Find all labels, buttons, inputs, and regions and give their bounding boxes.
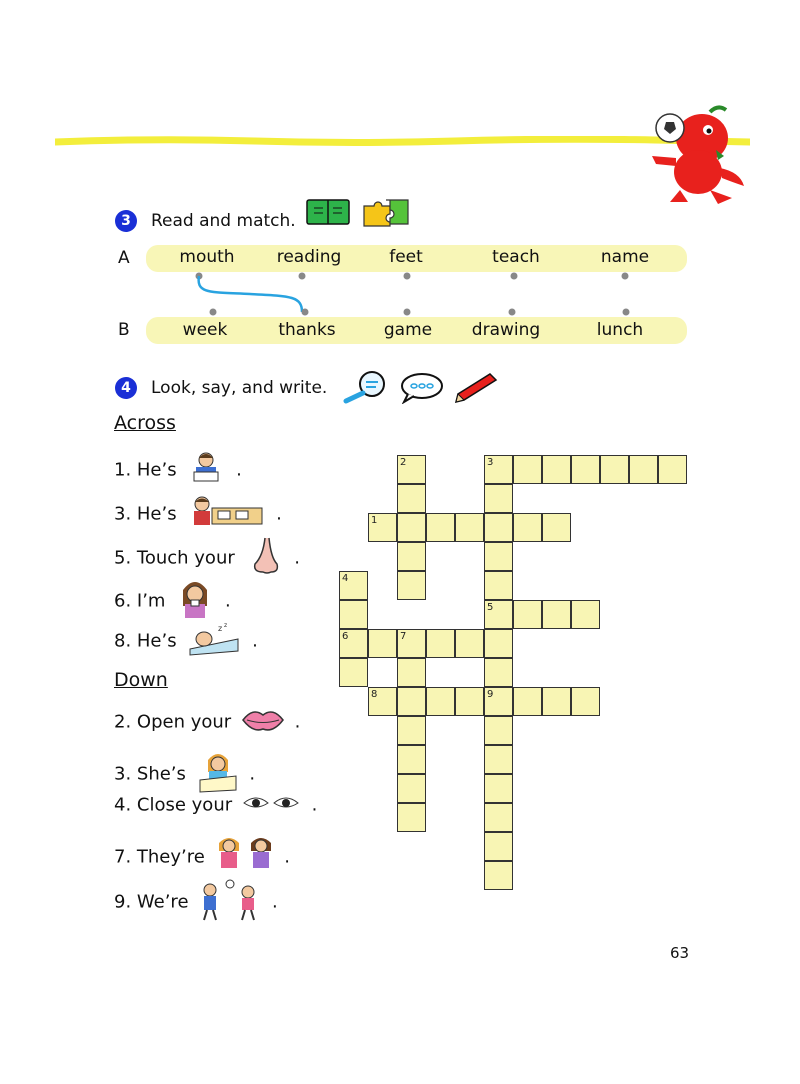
crossword-cell[interactable] bbox=[571, 687, 600, 716]
crossword-cell[interactable] bbox=[397, 687, 426, 716]
crossword-cell-number: 1 bbox=[371, 515, 378, 526]
crossword-cell[interactable] bbox=[426, 513, 455, 542]
eyes-icon bbox=[242, 793, 302, 818]
crossword-cell[interactable] bbox=[513, 455, 542, 484]
down-clue-7 bbox=[114, 835, 290, 880]
svg-text:z: z bbox=[218, 624, 223, 633]
children-playing-ball-icon bbox=[198, 878, 262, 927]
crossword-cell[interactable] bbox=[484, 716, 513, 745]
word-a-reading[interactable]: reading bbox=[276, 247, 342, 267]
crossword-cell[interactable] bbox=[455, 687, 484, 716]
crossword-cell-number: 6 bbox=[342, 631, 349, 642]
section-4-badge: 4 bbox=[115, 377, 137, 399]
crossword-cell-number: 7 bbox=[400, 631, 407, 642]
crossword-cell[interactable] bbox=[368, 687, 397, 716]
clue-text: 9. We’re bbox=[114, 891, 189, 913]
crossword-cell[interactable] bbox=[484, 774, 513, 803]
clue-end: . bbox=[294, 711, 301, 733]
down-heading: Down bbox=[114, 669, 168, 691]
crossword-cell[interactable] bbox=[484, 745, 513, 774]
crossword-cell[interactable] bbox=[339, 600, 368, 629]
word-a-teach[interactable]: teach bbox=[492, 247, 540, 267]
crossword-cell[interactable] bbox=[484, 629, 513, 658]
mouth-lips-icon bbox=[241, 707, 285, 738]
row-b-label: B bbox=[118, 320, 130, 340]
word-a-name[interactable]: name bbox=[600, 247, 650, 267]
down-clue-9 bbox=[114, 878, 278, 927]
crossword-cell[interactable] bbox=[484, 832, 513, 861]
crossword-cell[interactable] bbox=[484, 658, 513, 687]
clue-end: . bbox=[294, 547, 300, 569]
crossword-cell-number: 2 bbox=[400, 457, 407, 468]
puzzle-pieces-icon bbox=[360, 196, 412, 228]
clue-text: 2. Open your bbox=[114, 711, 232, 733]
crossword-cell[interactable] bbox=[397, 803, 426, 832]
down-clue-3 bbox=[114, 750, 255, 799]
crossword-cell[interactable] bbox=[368, 513, 397, 542]
speech-bubble-icon bbox=[398, 372, 444, 404]
word-a-feet[interactable]: feet bbox=[389, 247, 423, 267]
crossword-cell[interactable] bbox=[484, 571, 513, 600]
crossword-cell[interactable] bbox=[571, 600, 600, 629]
crossword-cell-number: 8 bbox=[371, 689, 378, 700]
crossword-cell[interactable] bbox=[397, 629, 426, 658]
crossword-cell[interactable] bbox=[368, 629, 397, 658]
children-talking-icon bbox=[215, 835, 275, 880]
clue-text: 3. She’s bbox=[114, 763, 186, 785]
crossword-cell[interactable] bbox=[484, 513, 513, 542]
girl-eating-lunch-icon bbox=[175, 578, 215, 625]
crossword-cell[interactable] bbox=[339, 571, 368, 600]
section-3-title: Read and match. bbox=[151, 211, 296, 231]
boy-sleeping-icon bbox=[186, 621, 242, 662]
pencil-icon bbox=[452, 370, 498, 404]
crossword-cell[interactable] bbox=[397, 571, 426, 600]
crossword-cell[interactable] bbox=[397, 745, 426, 774]
crossword-cell[interactable] bbox=[513, 513, 542, 542]
across-clue-1 bbox=[114, 450, 242, 491]
crossword-cell-number: 9 bbox=[487, 689, 494, 700]
crossword-cell[interactable] bbox=[513, 600, 542, 629]
girl-drawing-icon bbox=[196, 750, 240, 799]
magnifying-glass-icon bbox=[342, 370, 390, 404]
match-dot-a4[interactable] bbox=[511, 273, 518, 280]
clue-end: . bbox=[311, 794, 318, 816]
crossword-cell[interactable] bbox=[484, 542, 513, 571]
crossword-cell-number: 4 bbox=[342, 573, 349, 584]
crossword-cell[interactable] bbox=[397, 484, 426, 513]
crossword-cell[interactable] bbox=[484, 484, 513, 513]
clue-end: . bbox=[271, 891, 278, 913]
crossword-cell[interactable] bbox=[397, 774, 426, 803]
word-a-mouth[interactable]: mouth bbox=[179, 247, 235, 267]
word-b-lunch[interactable]: lunch bbox=[596, 320, 644, 340]
crossword-cell-number: 3 bbox=[487, 457, 494, 468]
crossword-cell[interactable] bbox=[397, 455, 426, 484]
across-clue-6 bbox=[114, 578, 231, 625]
clue-text: 7. They’re bbox=[114, 846, 205, 868]
clue-end: . bbox=[236, 459, 242, 481]
crossword-cell[interactable] bbox=[397, 542, 426, 571]
clue-text: 5. Touch your bbox=[114, 547, 235, 569]
crossword-cell[interactable] bbox=[484, 803, 513, 832]
clue-text: 3. He’s bbox=[114, 503, 177, 525]
match-dot-b1[interactable] bbox=[210, 309, 217, 316]
down-clue-4 bbox=[114, 793, 317, 818]
crossword-cell[interactable] bbox=[484, 861, 513, 890]
clue-text: 1. He’s bbox=[114, 459, 177, 481]
clue-end: . bbox=[224, 590, 231, 612]
crossword-cell[interactable] bbox=[542, 600, 571, 629]
crossword-cell[interactable] bbox=[339, 658, 368, 687]
clue-text: 6. I’m bbox=[114, 590, 166, 612]
match-dot-b5[interactable] bbox=[623, 309, 630, 316]
crossword-cell[interactable] bbox=[600, 455, 629, 484]
across-clue-3 bbox=[114, 492, 282, 537]
red-dragon-mascot-icon bbox=[640, 98, 750, 208]
crossword-cell[interactable] bbox=[426, 629, 455, 658]
word-b-thanks[interactable]: thanks bbox=[278, 320, 336, 340]
across-clue-8 bbox=[114, 621, 258, 662]
word-b-drawing[interactable]: drawing bbox=[471, 320, 541, 340]
match-dot-b2[interactable] bbox=[302, 309, 309, 316]
across-heading: Across bbox=[114, 412, 176, 434]
match-dot-a3[interactable] bbox=[404, 273, 411, 280]
down-clue-2 bbox=[114, 707, 300, 738]
clue-text: 8. He’s bbox=[114, 630, 177, 652]
clue-end: . bbox=[276, 503, 282, 525]
across-clue-5 bbox=[114, 536, 300, 581]
crossword-cell[interactable] bbox=[658, 455, 687, 484]
match-dot-b3[interactable] bbox=[404, 309, 411, 316]
crossword-cell[interactable] bbox=[397, 513, 426, 542]
match-dot-a5[interactable] bbox=[622, 273, 629, 280]
crossword-cell[interactable] bbox=[397, 716, 426, 745]
clue-text: 4. Close your bbox=[114, 794, 233, 816]
crossword-cell[interactable] bbox=[542, 687, 571, 716]
boy-reading-icon bbox=[186, 450, 226, 491]
crossword-cell[interactable] bbox=[571, 455, 600, 484]
crossword-cell[interactable] bbox=[397, 658, 426, 687]
clue-end: . bbox=[249, 763, 256, 785]
boy-teaching-icon bbox=[186, 492, 266, 537]
crossword-cell[interactable] bbox=[542, 455, 571, 484]
clue-end: . bbox=[284, 846, 291, 868]
clue-end: . bbox=[252, 630, 258, 652]
crossword-cell-number: 5 bbox=[487, 602, 494, 613]
section-4-title: Look, say, and write. bbox=[151, 378, 328, 398]
page-number: 63 bbox=[670, 944, 690, 962]
crossword-cell[interactable] bbox=[484, 687, 513, 716]
match-dot-b4[interactable] bbox=[509, 309, 516, 316]
nose-icon bbox=[245, 536, 285, 581]
word-b-game[interactable]: game bbox=[383, 320, 433, 340]
svg-text:z: z bbox=[224, 622, 228, 629]
row-a-label: A bbox=[118, 248, 130, 268]
crossword-cell[interactable] bbox=[513, 687, 542, 716]
crossword-cell[interactable] bbox=[484, 455, 513, 484]
crossword-cell[interactable] bbox=[455, 513, 484, 542]
crossword-cell[interactable] bbox=[455, 629, 484, 658]
crossword-cell[interactable] bbox=[484, 600, 513, 629]
crossword-cell[interactable] bbox=[426, 687, 455, 716]
crossword-cell[interactable] bbox=[339, 629, 368, 658]
open-book-icon bbox=[306, 198, 350, 226]
word-b-week[interactable]: week bbox=[182, 320, 228, 340]
section-3-badge: 3 bbox=[115, 210, 137, 232]
crossword-cell[interactable] bbox=[542, 513, 571, 542]
crossword-cell[interactable] bbox=[629, 455, 658, 484]
